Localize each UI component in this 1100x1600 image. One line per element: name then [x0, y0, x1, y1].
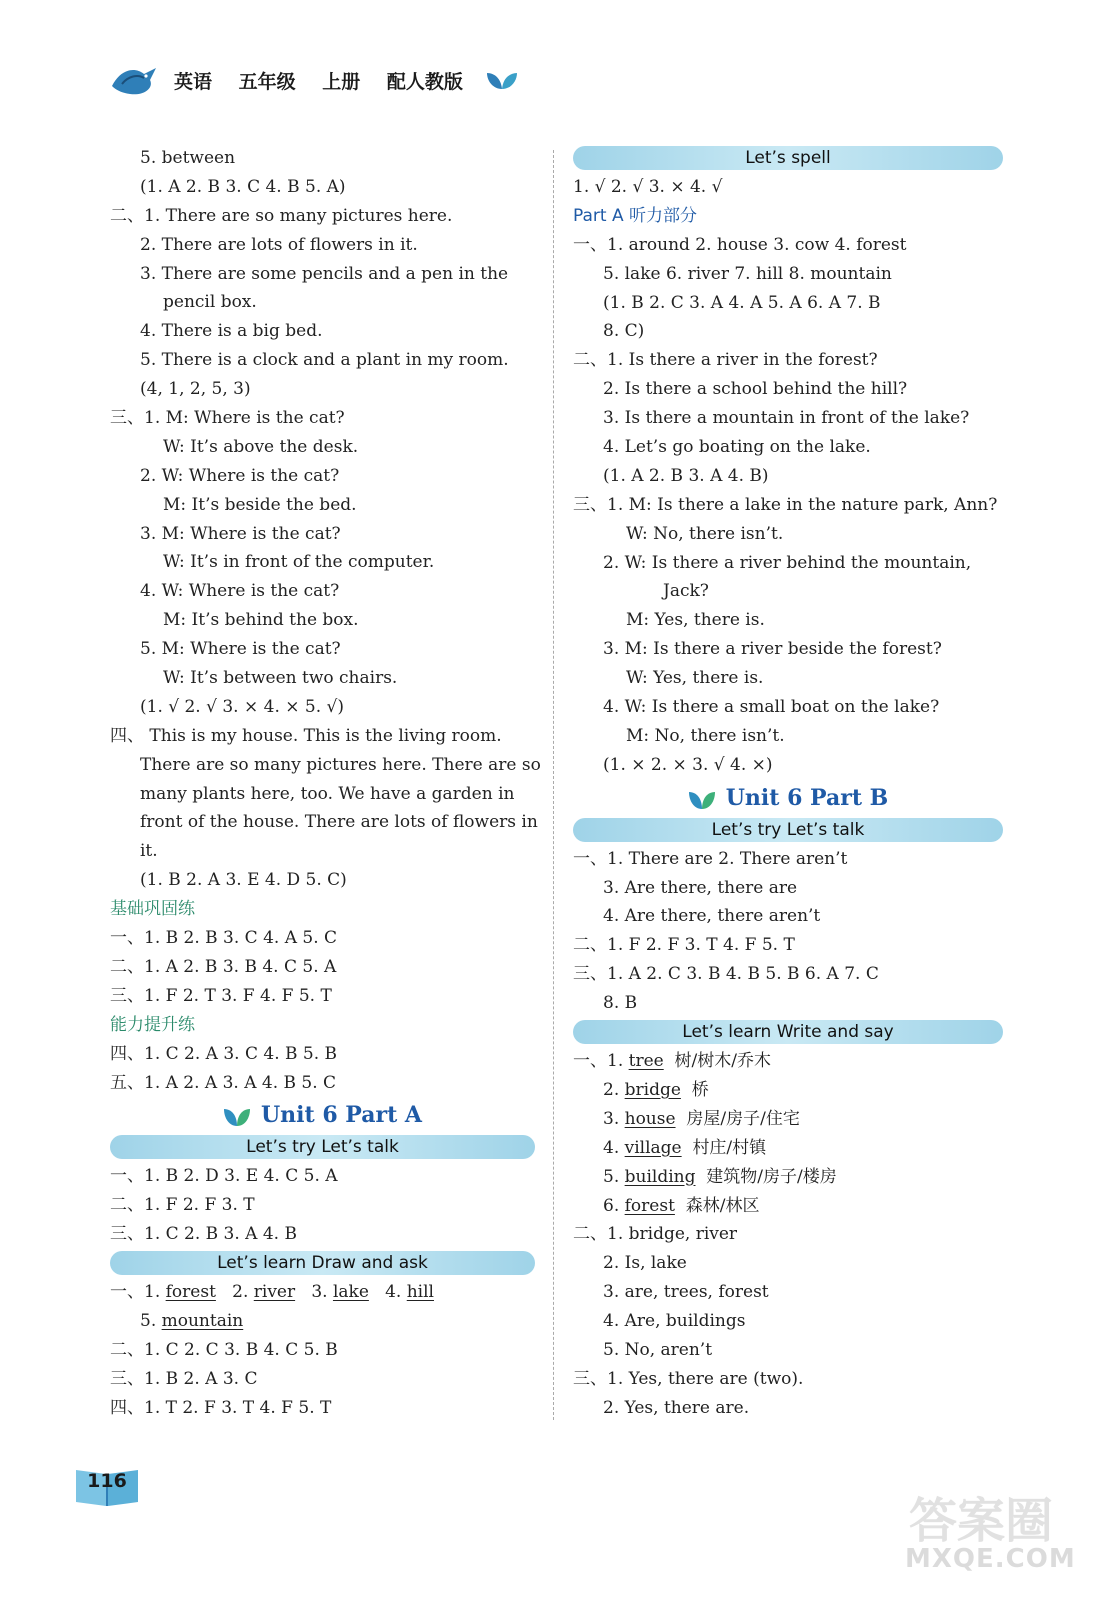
answer-line: 3. are, trees, forest — [603, 1282, 769, 1303]
vocab-meaning: 森林/林区 — [685, 1195, 760, 1216]
vocab-word: building — [624, 1166, 696, 1187]
answer-line: W: It’s above the desk. — [163, 436, 359, 457]
section-bar: Let’s spell — [573, 146, 1003, 170]
answer-line: 2. Is, lake — [603, 1253, 687, 1274]
answer-line: 1. √ 2. √ 3. × 4. √ — [573, 177, 723, 197]
answer-line — [110, 1278, 535, 1307]
answer-line: 四、1. C 2. A 3. C 4. B 5. B — [110, 1043, 338, 1064]
answer-line: 4. Are there, there aren’t — [603, 906, 821, 927]
watermark — [905, 1480, 1075, 1584]
answer-line: (1. B 2. C 3. A 4. A 5. A 6. A 7. B — [603, 292, 881, 313]
answer-line: 5. lake 6. river 7. hill 8. mountain — [603, 263, 892, 284]
vocab-line — [573, 1076, 1003, 1105]
answer-line: 5. M: Where is the cat? — [140, 639, 341, 660]
answer-line: pencil box. — [163, 292, 257, 313]
answer-line: (1. A 2. B 3. C 4. B 5. A) — [140, 176, 346, 197]
answer-word: hill — [406, 1282, 434, 1303]
header-edition: 配人教版 — [386, 70, 463, 93]
vocab-meaning: 村庄/村镇 — [692, 1137, 767, 1158]
answer-line: 2. W: Where is the cat? — [140, 465, 340, 486]
answer-line: 5. No, aren’t — [603, 1339, 713, 1360]
answer-line: 2. Is there a school behind the hill? — [603, 379, 908, 400]
answer-line: W: It’s between two chairs. — [163, 668, 398, 689]
answer-line: 二、1. A 2. B 3. B 4. C 5. A — [110, 956, 337, 977]
leaf-icon — [485, 69, 519, 91]
vocab-meaning: 树/树木/乔木 — [674, 1051, 771, 1072]
answer-line: many plants here, too. We have a garden in — [140, 783, 515, 804]
answer-line: 三、1. M: Is there a lake in the nature park, Ann? — [573, 494, 998, 515]
item-number: 5. — [603, 1166, 625, 1187]
item-number: 2. — [603, 1079, 625, 1100]
vocab-word: house — [624, 1108, 676, 1129]
vocab-line — [573, 1163, 1003, 1192]
answer-line: 三、1. F 2. T 3. F 4. F 5. T — [110, 985, 332, 1006]
item-number: 5. — [140, 1310, 162, 1331]
answer-line: 二、1. F 2. F 3. T 4. F 5. T — [573, 935, 795, 956]
answer-line: 4. Are, buildings — [603, 1311, 746, 1332]
answer-line: 五、1. A 2. A 3. A 4. B 5. C — [110, 1072, 337, 1093]
answer-line: 四、 This is my house. This is the living room. — [110, 725, 502, 746]
item-number: 一、1. — [573, 1051, 629, 1072]
vocab-line — [573, 1047, 1003, 1076]
answer-line: 3. Is there a mountain in front of the lake? — [603, 408, 970, 429]
answer-line: 三、1. M: Where is the cat? — [110, 408, 345, 429]
section-heading: Part A 听力部分 — [573, 205, 697, 226]
section-bar: Let’s try Let’s talk — [110, 1135, 535, 1159]
header-grade: 五年级 — [238, 70, 296, 93]
header-title — [174, 67, 483, 94]
answer-line — [110, 1307, 535, 1336]
section-bar: Let’s try Let’s talk — [573, 818, 1003, 842]
right-column — [573, 144, 1003, 1423]
answer-line: 二、1. There are so many pictures here. — [110, 205, 453, 226]
answer-line: 三、1. B 2. A 3. C — [110, 1368, 258, 1389]
answer-line: (1. A 2. B 3. A 4. B) — [603, 465, 769, 486]
bird-logo-icon — [110, 60, 160, 100]
answer-line: 4. W: Where is the cat? — [140, 581, 340, 602]
unit-title: Unit 6 Part B — [725, 784, 889, 811]
watermark-logo-text: 答案圈 — [909, 1493, 1054, 1549]
section-bar: Let’s learn Write and say — [573, 1020, 1003, 1044]
answer-line: (4, 1, 2, 5, 3) — [140, 379, 251, 400]
leaf-icon — [688, 788, 716, 810]
answer-line: (1. × 2. × 3. √ 4. ×) — [603, 754, 773, 775]
answer-line: M: No, there isn’t. — [626, 725, 785, 746]
answer-line: There are so many pictures here. There are so — [140, 754, 541, 775]
answer-line: 二、1. bridge, river — [573, 1224, 738, 1245]
item-number: 一、1. — [110, 1282, 166, 1303]
answer-line: 三、1. C 2. B 3. A 4. B — [110, 1224, 297, 1245]
answer-word: lake — [332, 1282, 369, 1303]
answer-word: mountain — [161, 1310, 244, 1331]
vocab-word: forest — [624, 1195, 675, 1216]
answer-line: 一、1. around 2. house 3. cow 4. forest — [573, 234, 907, 255]
answer-line: W: No, there isn’t. — [626, 523, 784, 544]
answer-line: 2. W: Is there a river behind the mountain, — [603, 552, 972, 573]
watermark-url: MXQE.COM — [905, 1544, 1076, 1574]
item-number: 4. — [603, 1137, 625, 1158]
answer-line: 3. M: Is there a river beside the forest? — [603, 639, 942, 660]
answer-line: Jack? — [663, 581, 709, 602]
page-number-badge — [74, 1466, 140, 1510]
vocab-meaning: 桥 — [691, 1079, 709, 1100]
answer-line: (1. B 2. A 3. E 4. D 5. C) — [140, 870, 347, 891]
answer-word: river — [253, 1282, 296, 1303]
answer-line: front of the house. There are lots of flowers in — [140, 812, 538, 833]
item-number: 4. — [385, 1282, 407, 1303]
answer-line: M: It’s beside the bed. — [163, 494, 357, 515]
unit-heading — [573, 780, 1003, 816]
page-number: 116 — [87, 1470, 127, 1492]
answer-line: 三、1. A 2. C 3. B 4. B 5. B 6. A 7. C — [573, 964, 879, 985]
answer-line: 一、1. B 2. D 3. E 4. C 5. A — [110, 1166, 338, 1187]
unit-heading — [110, 1097, 535, 1133]
answer-line: it. — [140, 841, 158, 862]
answer-word: forest — [165, 1282, 216, 1303]
header-volume: 上册 — [322, 70, 361, 93]
vocab-meaning: 建筑物/房子/楼房 — [706, 1166, 837, 1187]
section-heading: 基础巩固练 — [110, 899, 195, 920]
vocab-meaning: 房屋/房子/住宅 — [686, 1108, 800, 1129]
item-number: 2. — [232, 1282, 254, 1303]
answer-line: (1. √ 2. √ 3. × 4. × 5. √) — [140, 696, 344, 717]
answer-line: 三、1. Yes, there are (two). — [573, 1368, 804, 1389]
answer-line: 2. There are lots of flowers in it. — [140, 234, 418, 255]
answer-line: M: Yes, there is. — [626, 610, 765, 631]
answer-line: 一、1. B 2. B 3. C 4. A 5. C — [110, 928, 338, 949]
answer-line: 5. There is a clock and a plant in my room. — [140, 350, 509, 371]
answer-line: W: Yes, there is. — [626, 668, 764, 689]
item-number: 6. — [603, 1195, 625, 1216]
vocab-word: village — [624, 1137, 682, 1158]
answer-line: 二、1. F 2. F 3. T — [110, 1195, 255, 1216]
section-heading: 能力提升练 — [110, 1014, 195, 1035]
answer-line: 3. Are there, there are — [603, 877, 798, 898]
answer-line: 3. M: Where is the cat? — [140, 523, 341, 544]
item-number: 3. — [311, 1282, 333, 1303]
answer-line: 二、1. C 2. C 3. B 4. C 5. B — [110, 1339, 338, 1360]
answer-line: 二、1. Is there a river in the forest? — [573, 350, 878, 371]
unit-title: Unit 6 Part A — [260, 1102, 422, 1129]
vocab-line — [573, 1192, 1003, 1221]
answer-line: 8. C) — [603, 321, 645, 342]
header-subject: 英语 — [174, 70, 213, 93]
answer-line: 4. There is a big bed. — [140, 321, 323, 342]
vocab-line — [573, 1105, 1003, 1134]
answer-line: 3. There are some pencils and a pen in the — [140, 263, 509, 284]
answer-line: 4. Let’s go boating on the lake. — [603, 437, 871, 458]
answer-line: W: It’s in front of the computer. — [163, 552, 435, 573]
left-column — [110, 144, 541, 1423]
answer-line: 5. between — [140, 148, 236, 168]
vocab-word: tree — [628, 1051, 664, 1072]
page-header — [110, 58, 519, 102]
answer-line: 8. B — [603, 993, 638, 1014]
vocab-word: bridge — [624, 1079, 681, 1100]
vocab-line — [573, 1134, 1003, 1163]
answer-line: M: It’s behind the box. — [163, 610, 359, 631]
leaf-icon — [223, 1105, 251, 1127]
section-bar: Let’s learn Draw and ask — [110, 1251, 535, 1275]
column-divider — [553, 150, 554, 1420]
answer-line: 四、1. T 2. F 3. T 4. F 5. T — [110, 1397, 332, 1418]
answer-line: 一、1. There are 2. There aren’t — [573, 848, 848, 869]
answer-line: 4. W: Is there a small boat on the lake? — [603, 697, 940, 718]
answer-line: 2. Yes, there are. — [603, 1397, 750, 1418]
item-number: 3. — [603, 1108, 625, 1129]
